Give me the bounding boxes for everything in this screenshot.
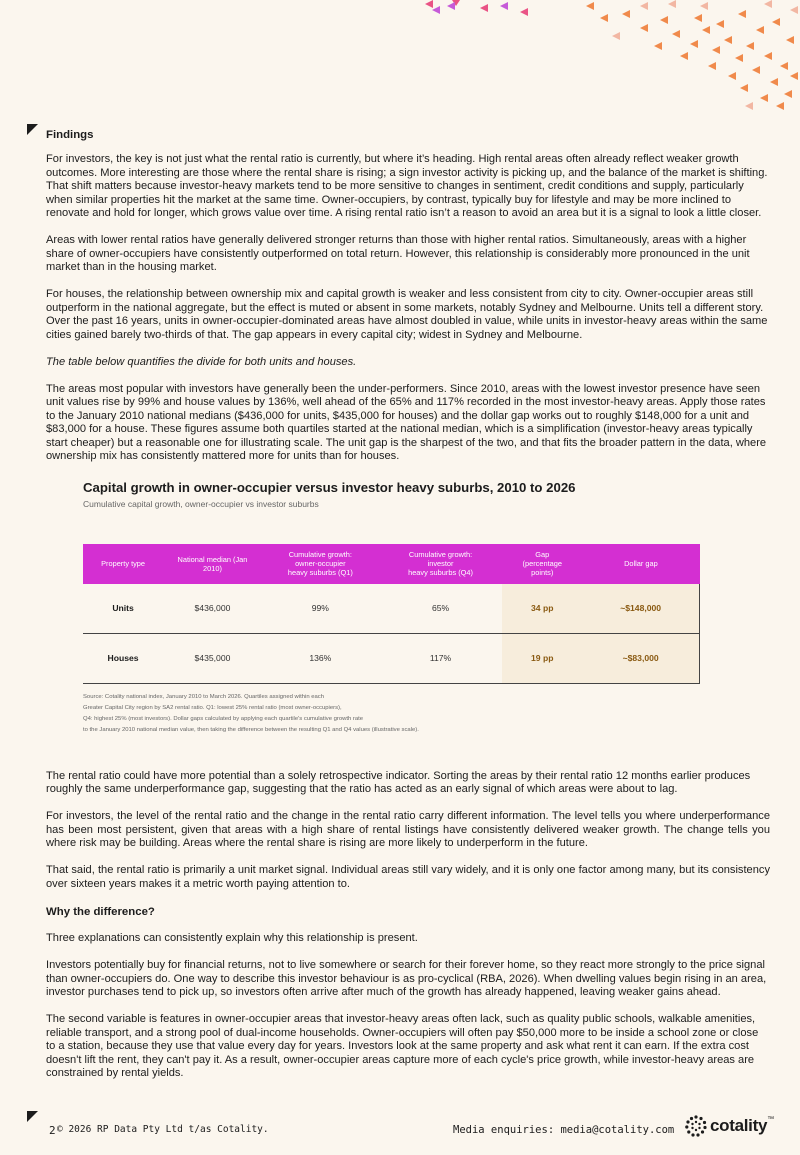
header-q1-line-3: heavy suburbs (Q1) [287,568,353,577]
table-row [83,584,700,634]
header-dollar-gap: Dollar gap [582,544,699,584]
header-q4-line-2: investor [427,559,454,568]
header-gap-line-1: Gap [535,550,550,559]
cell-median: $435,000 [163,633,262,683]
header-q4-growth [379,544,502,584]
cell-q4: 117% [379,633,502,683]
growth-table-figure [46,464,770,770]
why-heading: Why the difference? [46,905,155,918]
cell-property-type: Houses [83,633,163,683]
cell-gap: 19 pp [502,633,582,683]
growth-table [83,544,700,684]
cell-q1: 99% [262,584,379,634]
cell-q1: 136% [262,633,379,683]
cell-gap: 34 pp [502,584,582,634]
cell-property-type: Units [83,584,163,634]
cotality-logo-mark-icon [684,1114,708,1138]
findings-paragraph-1: For investors, the key is not just what the rental ratio is currently, but where it’s heading. High rental areas often already reflect weaker growth outcomes. More interesting are those where the rental share is rising; a sign investor activity is picking up, and the balance of the market is shifting. That shift matters because investor-heavy markets tend to be more sensitive to changes in sentiment, credit conditions and supply, particularly when similar properties hit the market at the same time. Owner-occupiers, by contrast, typically buy for lifestyle and may be more inclined to renovate and hold for longer, which grows value over time. A rising rental ratio isn’t a reason to avoid an area but it is a signal to look a little closer. [46,153,768,219]
media-enquiries: Media enquiries: media@cotality.com [453,1124,675,1136]
footer-marker-icon [27,1111,38,1122]
findings-paragraph-2: Areas with lower rental ratios have generally delivered stronger returns than those with higher rental ratios. Simultaneously, areas with a higher share of owner-occupiers have consistently outperformed on total return. However, this relationship is considerably more pronounced in the unit market than in the housing market. [46,234,750,273]
figure-title: Capital growth in owner-occupier versus investor heavy suburbs, 2010 to 2026 [83,479,576,495]
source-line-3: Q4: highest 25% (most investors). Dollar gaps calculated by applying each quartile's cumulative growth rate [83,715,364,722]
after-paragraph-2: For investors, the level of the rental ratio and the change in the rental ratio carry different information. The level tells you where underperformance has been most persistent, given that areas with a high share of rental listings have consistently delivered weaker growth. The change tells you where risk may be building. Areas where the rental share is rising are more likely to underperform in the future. [46,810,770,849]
cotality-logo [684,1114,774,1138]
table-row [83,633,700,683]
main-content [46,128,770,1081]
header-q1-growth [262,544,379,584]
decorative-arrow-pattern [0,0,800,115]
why-paragraph-2: Investors potentially buy for financial returns, not to live somewhere or search for their forever home, so they react more strongly to the price signal than owner-occupiers do. One way to describe this investor behaviour is as pro-cyclical (RBA, 2026). When dwelling values begin rising in an area, investor purchases tend to pick up, so investors often arrive after much of the growth has already happened, leaving weaker gains ahead. [46,959,767,998]
header-gap-line-3: points) [531,568,554,577]
section-marker-icon [27,124,38,135]
figure-subtitle: Cumulative capital growth, owner-occupier vs investor suburbs [83,498,319,509]
cell-dollar-gap: ~$148,000 [582,584,699,634]
source-line-1: Source: Cotality national index, January 2010 to March 2026. Quartiles assigned within each [83,693,325,700]
why-paragraph-1: Three explanations can consistently explain why this relationship is present. [46,932,418,944]
copyright: © 2026 RP Data Pty Ltd t/as Cotality. [57,1124,269,1135]
table-header-row [83,544,700,584]
logo-wordmark: cotality [710,1116,768,1135]
findings-paragraph-4: The table below quantifies the divide for both units and houses. [46,355,357,368]
why-paragraph-3: The second variable is features in owner-occupier areas that investor-heavy areas often lack, such as quality public schools, walkable amenities, reliable transport, and a strong pool of dual-income households. Owner-occupiers will often pay $50,000 more to be inside a school zone or close to a station, because they use that value every day for years. Investors look at the same property and ask what rent it can earn. If the extra cost doesn't lift the rent, they can't pay it. As a result, owner-occupier areas capture more of each cycle's price growth, while investor-heavy areas are constrained by rental yields. [46,1013,759,1079]
source-line-2: Greater Capital City region by SA2 rental ratio. Q1: lowest 25% rental ratio (most owner-occupiers), [83,704,342,711]
header-gap [502,544,582,584]
findings-paragraph-5: The areas most popular with investors have generally been the under-performers. Since 2010, areas with the lowest investor presence have seen unit values rise by 99% and house values by 136%, well ahead of the 65% and 117% recorded in the most investor-heavy areas. Apply those rates to the January 2010 national medians ($436,000 for units, $435,000 for houses) and the dollar gap works out to roughly $148,000 for a unit and $83,000 for a house. These figures assume both quartiles started at the national median, which is a simplification (investor-heavy areas typically start cheaper) but a reasonable one for illustrating scale. The unit gap is the sharpest of the two, and that fits the broader pattern in the data, where ownership mix has consistently mattered more for units than for houses. [46,382,767,462]
page-number: 2 [49,1124,56,1137]
after-paragraph-1: The rental ratio could have more potential than a solely retrospective indicator. Sorting the areas by their rental ratio 12 months earlier produces roughly the same underperformance gap, suggesting that the ratio has acted as an early signal of which areas were about to lag. [46,769,751,795]
cell-median: $436,000 [163,584,262,634]
after-paragraph-3: That said, the rental ratio is primarily a unit market signal. Individual areas still vary widely, and it is only one factor among many, but its consistency over sixteen years makes it a metric worth paying attention to. [46,864,770,890]
header-q4-line-1: Cumulative growth: [408,550,473,559]
header-gap-line-2: (percentage [522,559,562,568]
header-q1-line-1: Cumulative growth: [288,550,352,559]
findings-paragraph-3: For houses, the relationship between ownership mix and capital growth is weaker and less consistent from city to city. Owner-occupier areas still outperform in the national aggregate, but the effect is muted or absent in some markets, notably Sydney and Melbourne. Units tell a different story. Over the past 16 years, units in owner-occupier-dominated areas have almost doubled in value, while units in investor-heavy areas within the same cities gained barely two-thirds of that. The gap appears in every capital city; widest in Sydney and Melbourne. [46,288,768,341]
header-q1-line-2: owner-occupier [295,559,346,568]
cell-q4: 65% [379,584,502,634]
header-q4-line-3: heavy suburbs (Q4) [408,568,473,577]
header-national-median: National median (Jan 2010) [163,544,262,584]
findings-heading: Findings [46,129,94,141]
header-property-type: Property type [83,544,163,584]
source-line-4: to the January 2010 national median value, then taking the difference between the resulting Q1 and Q4 values (illustrative scale). [83,726,419,733]
cell-dollar-gap: ~$83,000 [582,633,699,683]
logo-trademark: ™ [767,1116,775,1123]
figure-source-note [83,692,419,736]
